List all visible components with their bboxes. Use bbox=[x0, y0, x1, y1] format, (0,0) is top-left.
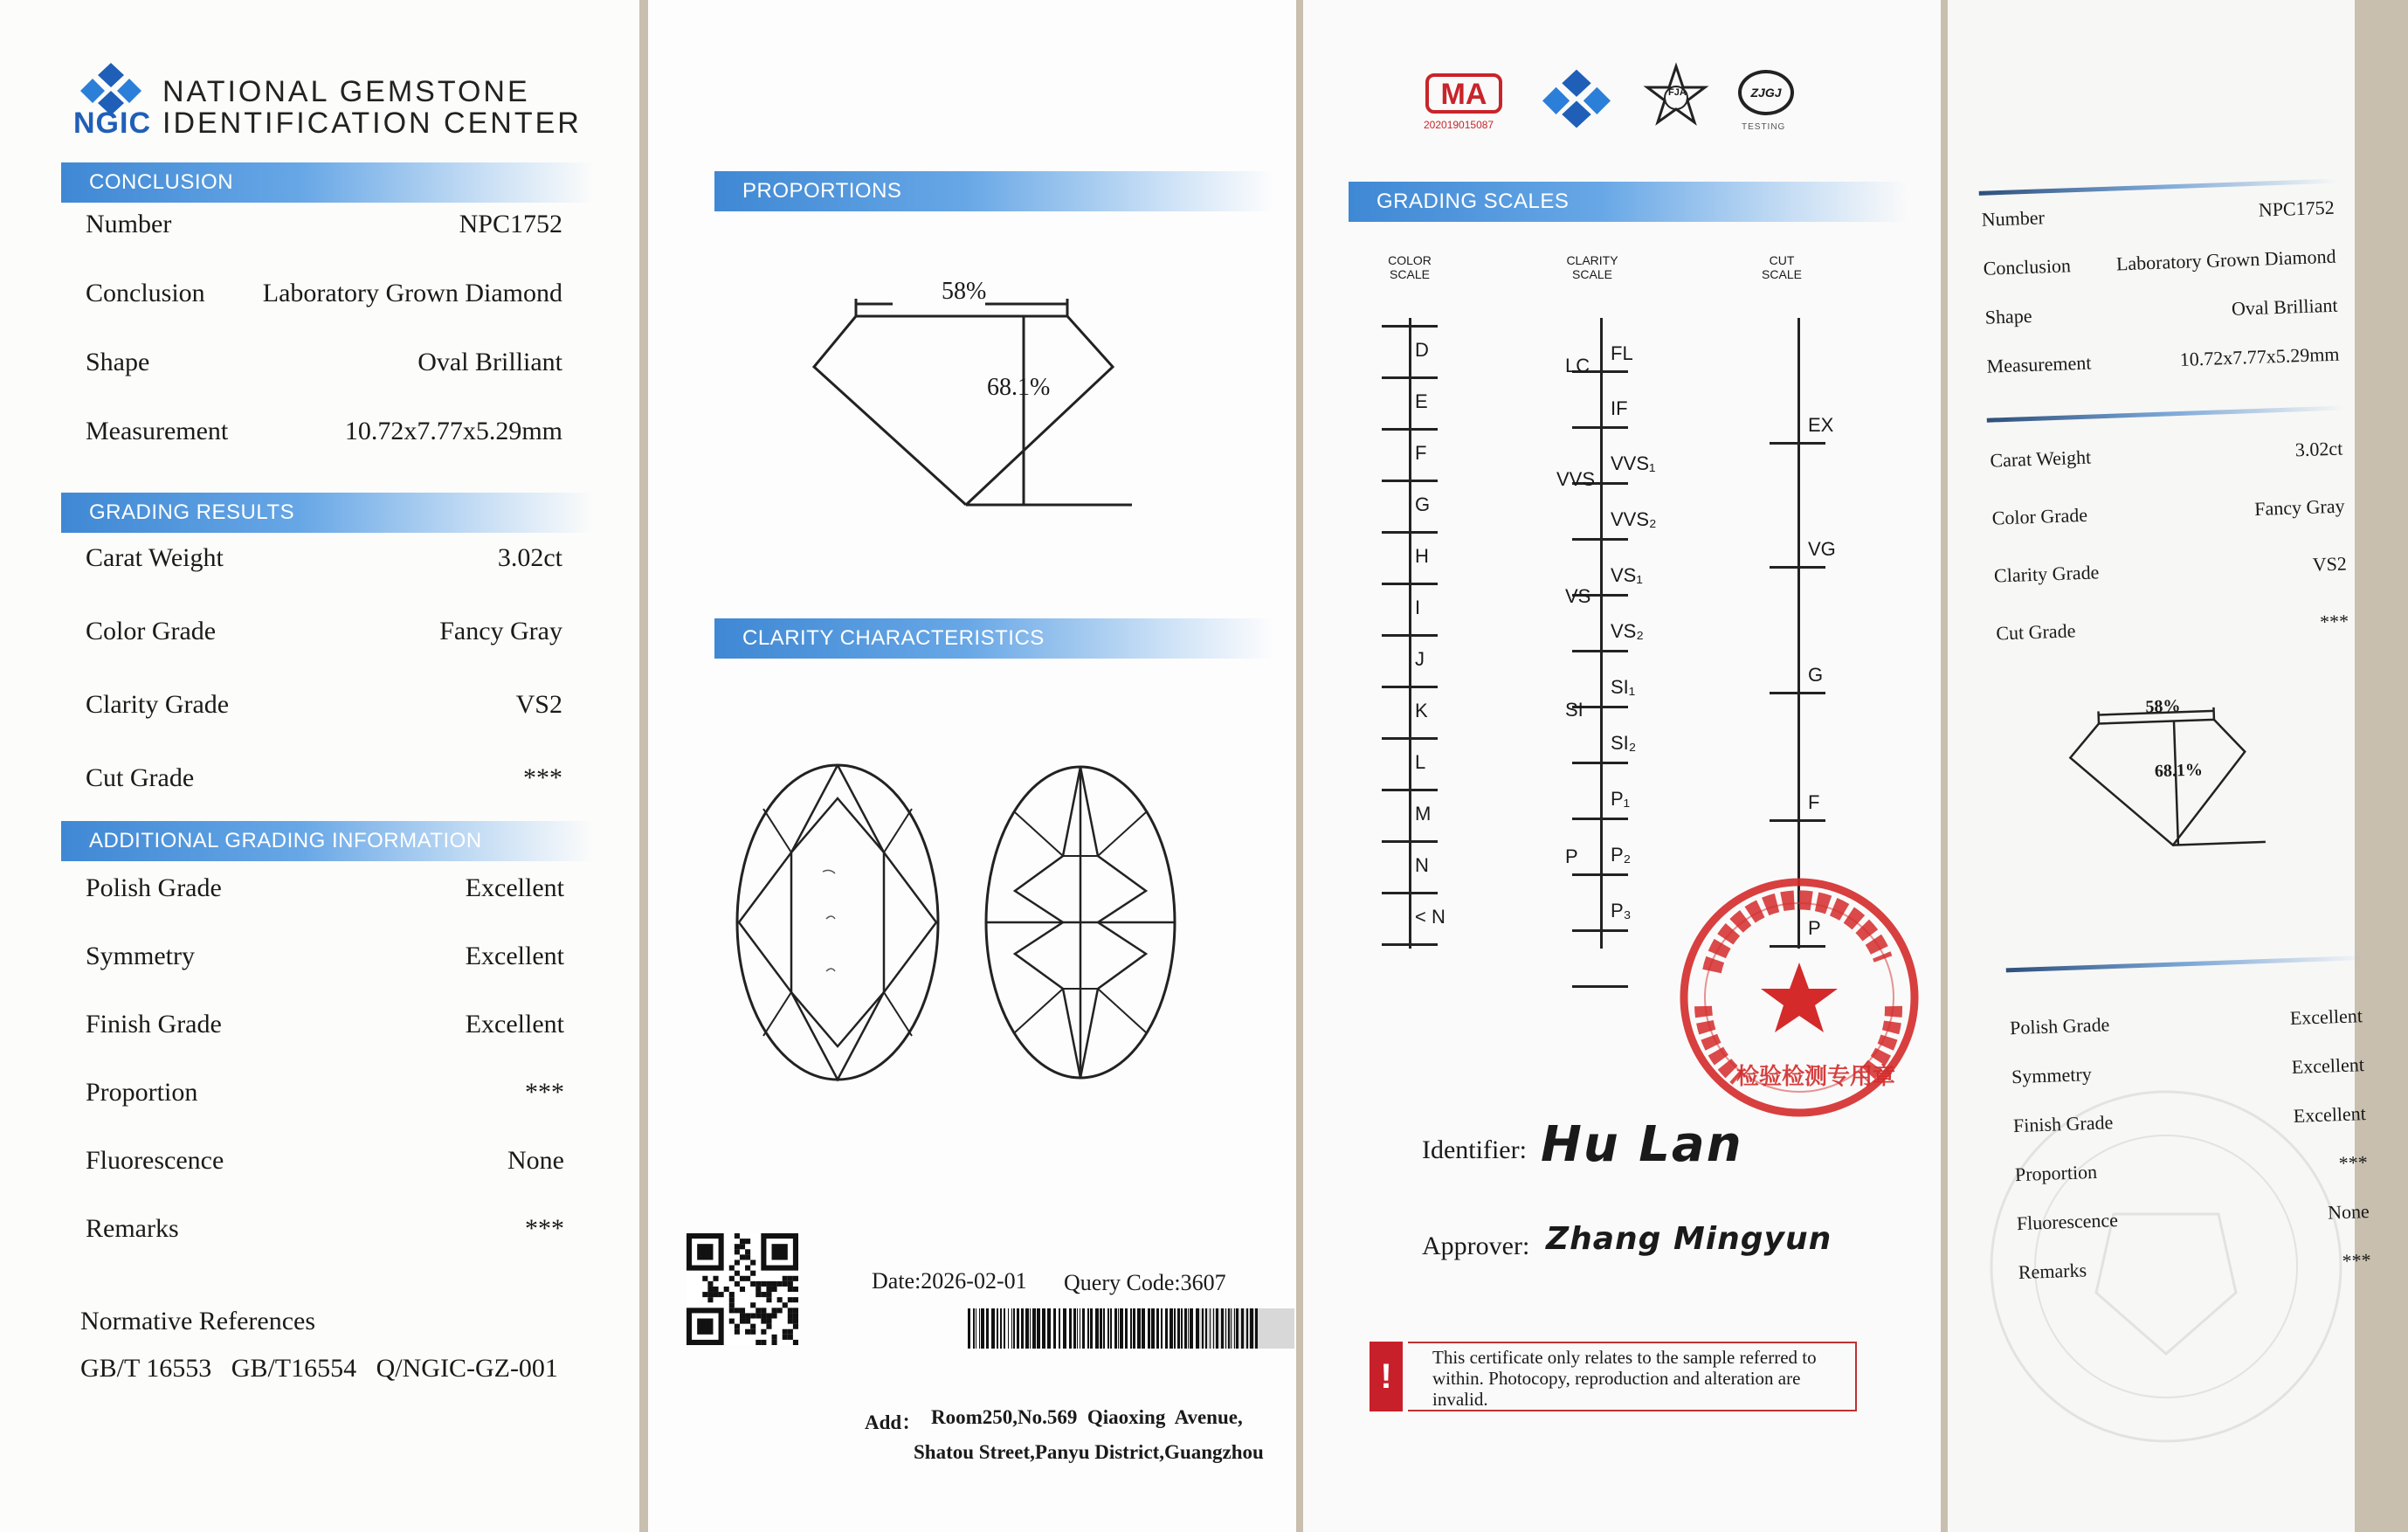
color-grade-label: M bbox=[1415, 803, 1432, 825]
scale-tick bbox=[1572, 929, 1628, 932]
info-row bbox=[86, 210, 562, 245]
info-row bbox=[86, 1078, 564, 1113]
summary-label: Finish Grade bbox=[2012, 1111, 2114, 1137]
color-scale-title: COLOR SCALE bbox=[1388, 253, 1432, 281]
section-additional: ADDITIONAL GRADING INFORMATION bbox=[61, 821, 594, 861]
scale-tick bbox=[1382, 376, 1438, 379]
summary-value: 10.72x7.77x5.29mm bbox=[2179, 342, 2340, 370]
cut-grade-label: G bbox=[1808, 664, 1824, 686]
summary-row bbox=[2010, 1004, 2363, 1043]
brand-line2: IDENTIFICATION CENTER bbox=[162, 107, 582, 140]
cut-grade-label: EX bbox=[1808, 414, 1834, 436]
summary-table-label: 58% bbox=[2145, 696, 2181, 717]
summary-row bbox=[1986, 343, 2340, 382]
scale-axis-line bbox=[1409, 318, 1411, 949]
summary-value: Excellent bbox=[2293, 1102, 2367, 1127]
clarity-grade-label: VS₂ bbox=[1611, 620, 1644, 642]
color-grade-label: D bbox=[1415, 339, 1429, 361]
summary-row bbox=[1994, 552, 2348, 590]
brand-line1: NATIONAL GEMSTONE bbox=[162, 75, 530, 108]
normative-title: Normative References bbox=[80, 1307, 316, 1335]
info-row bbox=[86, 348, 562, 383]
info-row bbox=[86, 1146, 564, 1181]
info-value: Excellent bbox=[465, 1010, 564, 1039]
scale-tick bbox=[1382, 325, 1438, 328]
info-label: Clarity Grade bbox=[86, 690, 230, 719]
clarity-grade-label: FL bbox=[1611, 342, 1633, 364]
scale-tick bbox=[1572, 650, 1628, 652]
scale-tick bbox=[1770, 442, 1825, 445]
summary-label: Measurement bbox=[1986, 351, 2092, 377]
summary-label: Fluorescence bbox=[2016, 1209, 2119, 1235]
section-conclusion: CONCLUSION bbox=[61, 162, 594, 203]
info-row bbox=[86, 1010, 564, 1045]
scale-tick bbox=[1572, 762, 1628, 764]
address-line1: Room250,No.569 Qiaoxing Avenue, bbox=[931, 1406, 1243, 1428]
scale-tick bbox=[1770, 692, 1825, 694]
info-label: Number bbox=[86, 210, 172, 238]
color-grade-label: N bbox=[1415, 854, 1429, 876]
identifier-signature: Hu Lan bbox=[1541, 1116, 1743, 1173]
info-row bbox=[86, 543, 562, 578]
cut-grade-label: P bbox=[1808, 917, 1821, 939]
scale-tick bbox=[1382, 737, 1438, 740]
color-grade-label: I bbox=[1415, 597, 1421, 618]
summary-value: *** bbox=[2319, 610, 2349, 633]
scale-tick bbox=[1382, 892, 1438, 894]
info-value: *** bbox=[525, 1078, 564, 1107]
clarity-group-label: VVS bbox=[1556, 468, 1596, 490]
cut-grade-label: VG bbox=[1808, 538, 1836, 560]
summary-row bbox=[2011, 1053, 2365, 1092]
summary-label: Number bbox=[1981, 206, 2046, 231]
summary-label: Remarks bbox=[2018, 1259, 2087, 1284]
clarity-grade-label: SI₂ bbox=[1611, 732, 1637, 754]
clarity-plot-pavilion-view bbox=[980, 760, 1181, 1085]
clarity-grade-label: P₂ bbox=[1611, 844, 1632, 866]
summary-row bbox=[1990, 438, 2343, 476]
proportion-table-label: 58% bbox=[942, 278, 987, 305]
summary-value: 3.02ct bbox=[2294, 437, 2343, 461]
clarity-grade-label: VVS₂ bbox=[1611, 508, 1657, 530]
info-label: Color Grade bbox=[86, 617, 217, 645]
cma-number: 202019015087 bbox=[1424, 119, 1494, 131]
identifier-label: Identifier: bbox=[1422, 1135, 1527, 1164]
normative-refs: GB/T 16553 GB/T16554 Q/NGIC-GZ-001 bbox=[80, 1354, 558, 1383]
info-value: 3.02ct bbox=[497, 543, 562, 572]
summary-row bbox=[1981, 197, 2335, 235]
scale-tick bbox=[1382, 789, 1438, 791]
panel-summary-copy bbox=[1948, 0, 2372, 1532]
color-grade-label: H bbox=[1415, 545, 1429, 567]
color-grade-label: G bbox=[1415, 493, 1431, 515]
info-row bbox=[86, 942, 564, 976]
info-label: Symmetry bbox=[86, 942, 195, 970]
scale-tick bbox=[1382, 428, 1438, 431]
summary-row bbox=[1984, 294, 2338, 333]
cma-logo-icon: MA bbox=[1425, 73, 1502, 114]
summary-row bbox=[2018, 1249, 2371, 1287]
summary-value: VS2 bbox=[2312, 552, 2348, 576]
scale-tick bbox=[1382, 583, 1438, 585]
summary-value: Excellent bbox=[2291, 1053, 2365, 1078]
info-value: 10.72x7.77x5.29mm bbox=[344, 417, 562, 445]
info-label: Polish Grade bbox=[86, 873, 222, 902]
info-value: VS2 bbox=[515, 690, 562, 719]
clarity-group-label: VS bbox=[1565, 585, 1591, 607]
clarity-scale-title: CLARITY SCALE bbox=[1566, 253, 1618, 281]
summary-divider bbox=[1987, 405, 2345, 422]
cut-scale-title: CUT SCALE bbox=[1762, 253, 1802, 281]
clarity-grade-label: SI₁ bbox=[1611, 676, 1636, 698]
scale-tick bbox=[1572, 818, 1628, 820]
scale-tick bbox=[1572, 873, 1628, 876]
summary-depth-label: 68.1% bbox=[2154, 760, 2204, 782]
scale-tick bbox=[1382, 840, 1438, 843]
seal-text: 检验检测专用章 bbox=[1736, 1064, 1896, 1090]
info-label: Finish Grade bbox=[86, 1010, 222, 1039]
scale-tick bbox=[1382, 943, 1438, 946]
clarity-group-label: P bbox=[1565, 845, 1578, 867]
scale-tick bbox=[1572, 985, 1628, 988]
summary-value: Laboratory Grown Diamond bbox=[2115, 245, 2336, 275]
summary-row bbox=[2016, 1200, 2370, 1239]
color-grade-label: F bbox=[1415, 442, 1427, 464]
approver-signature: Zhang Mingyun bbox=[1546, 1221, 1832, 1257]
address-label: Add： bbox=[865, 1411, 922, 1433]
info-row bbox=[86, 1214, 564, 1249]
fja-logo-text: FJA bbox=[1668, 87, 1687, 98]
info-value: NPC1752 bbox=[459, 210, 562, 238]
approver-label: Approver: bbox=[1422, 1232, 1530, 1260]
info-value: Fancy Gray bbox=[439, 617, 562, 645]
section-grading-results: GRADING RESULTS bbox=[61, 493, 594, 533]
summary-label: Polish Grade bbox=[2009, 1013, 2110, 1039]
summary-value: Excellent bbox=[2289, 1004, 2363, 1030]
summary-row bbox=[1996, 610, 2349, 648]
scale-tick bbox=[1382, 686, 1438, 688]
info-row bbox=[86, 873, 564, 908]
summary-divider bbox=[2006, 956, 2364, 972]
summary-value: *** bbox=[2342, 1248, 2372, 1273]
grading-scales-area bbox=[1303, 0, 1941, 1532]
summary-row bbox=[2013, 1102, 2367, 1141]
summary-label: Carat Weight bbox=[1989, 445, 2092, 472]
summary-value: None bbox=[2327, 1200, 2370, 1224]
clarity-plot-crown-view bbox=[728, 756, 947, 1088]
summary-value: NPC1752 bbox=[2258, 196, 2335, 221]
section-clarity-characteristics: CLARITY CHARACTERISTICS bbox=[714, 618, 1273, 659]
clarity-group-label: SI bbox=[1565, 699, 1583, 721]
info-row bbox=[86, 763, 562, 798]
info-label: Proportion bbox=[86, 1078, 198, 1107]
info-value: *** bbox=[523, 763, 562, 792]
section-grading-scales: GRADING SCALES bbox=[1349, 182, 1908, 222]
zjgj-logo-icon: ZJGJ bbox=[1738, 70, 1794, 115]
info-label: Carat Weight bbox=[86, 543, 224, 572]
clarity-grade-label: IF bbox=[1611, 397, 1628, 419]
scale-axis-line bbox=[1600, 318, 1603, 949]
info-label: Conclusion bbox=[86, 279, 205, 307]
info-row bbox=[86, 690, 562, 725]
clarity-grade-label: VVS₁ bbox=[1611, 452, 1656, 474]
info-label: Remarks bbox=[86, 1214, 179, 1243]
summary-divider bbox=[1979, 179, 2337, 196]
scale-tick bbox=[1770, 566, 1825, 569]
color-grade-label: < N bbox=[1415, 906, 1445, 928]
scale-tick bbox=[1572, 538, 1628, 541]
warning-badge-icon: ! bbox=[1370, 1342, 1403, 1411]
info-value: Excellent bbox=[465, 942, 564, 970]
summary-rows bbox=[1948, 0, 2408, 1531]
summary-label: Symmetry bbox=[2011, 1063, 2093, 1088]
section-proportions: PROPORTIONS bbox=[714, 171, 1273, 211]
info-row bbox=[86, 617, 562, 652]
proportion-diagram bbox=[779, 271, 1163, 515]
clarity-group-label: LC bbox=[1565, 355, 1590, 376]
color-grade-label: J bbox=[1415, 648, 1425, 670]
panel-grading-scales bbox=[1303, 0, 1941, 1532]
summary-value: Fancy Gray bbox=[2253, 494, 2345, 521]
panel-proportions bbox=[648, 0, 1296, 1532]
info-row bbox=[86, 417, 562, 452]
address-line2: Shatou Street,Panyu District,Guangzhou bbox=[914, 1441, 1264, 1463]
info-value: *** bbox=[525, 1214, 564, 1243]
info-label: Shape bbox=[86, 348, 150, 376]
summary-label: Shape bbox=[1984, 304, 2032, 328]
summary-label: Color Grade bbox=[1991, 503, 2088, 529]
summary-value: Oval Brilliant bbox=[2231, 293, 2338, 320]
info-label: Measurement bbox=[86, 417, 229, 445]
scale-tick bbox=[1770, 819, 1825, 822]
info-row bbox=[86, 279, 562, 314]
info-label: Fluorescence bbox=[86, 1146, 224, 1175]
color-grade-label: L bbox=[1415, 751, 1426, 773]
panel-grading-summary bbox=[0, 0, 639, 1532]
disclaimer: This certificate only relates to the sample referred to within. Photocopy, reproduction and alteration are invalid. bbox=[1408, 1342, 1857, 1411]
scale-tick bbox=[1382, 634, 1438, 637]
summary-label: Conclusion bbox=[1983, 254, 2072, 279]
color-grade-label: K bbox=[1415, 700, 1428, 721]
summary-row bbox=[1983, 245, 2336, 284]
color-grade-label: E bbox=[1415, 390, 1428, 412]
info-value: None bbox=[507, 1146, 564, 1175]
summary-label: Cut Grade bbox=[1995, 619, 2076, 645]
certificate-date: Date:2026-02-01 bbox=[872, 1268, 1027, 1294]
info-label: Cut Grade bbox=[86, 763, 195, 792]
proportion-depth-label: 68.1% bbox=[987, 374, 1051, 401]
scale-axis-line bbox=[1797, 318, 1800, 949]
clarity-grade-label: P₃ bbox=[1611, 900, 1632, 921]
zjgj-sub: TESTING bbox=[1742, 122, 1786, 132]
info-value: Excellent bbox=[465, 873, 564, 902]
summary-value: *** bbox=[2338, 1151, 2369, 1175]
clarity-grade-label: P₁ bbox=[1611, 788, 1631, 810]
qr-code[interactable] bbox=[687, 1233, 798, 1345]
ngic-logo-text: NGIC bbox=[73, 107, 151, 140]
cut-grade-label: F bbox=[1808, 791, 1820, 813]
scale-tick bbox=[1572, 426, 1628, 429]
info-value: Laboratory Grown Diamond bbox=[262, 279, 562, 307]
barcode bbox=[963, 1308, 1294, 1349]
certificate-query-code: Query Code:3607 bbox=[1064, 1270, 1226, 1295]
summary-row bbox=[1991, 494, 2345, 533]
summary-row bbox=[2015, 1151, 2369, 1190]
scale-tick bbox=[1382, 480, 1438, 482]
clarity-grade-label: VS₁ bbox=[1611, 564, 1643, 586]
scale-tick bbox=[1382, 531, 1438, 534]
info-value: Oval Brilliant bbox=[417, 348, 562, 376]
summary-label: Proportion bbox=[2014, 1160, 2098, 1186]
summary-label: Clarity Grade bbox=[1993, 561, 2100, 587]
